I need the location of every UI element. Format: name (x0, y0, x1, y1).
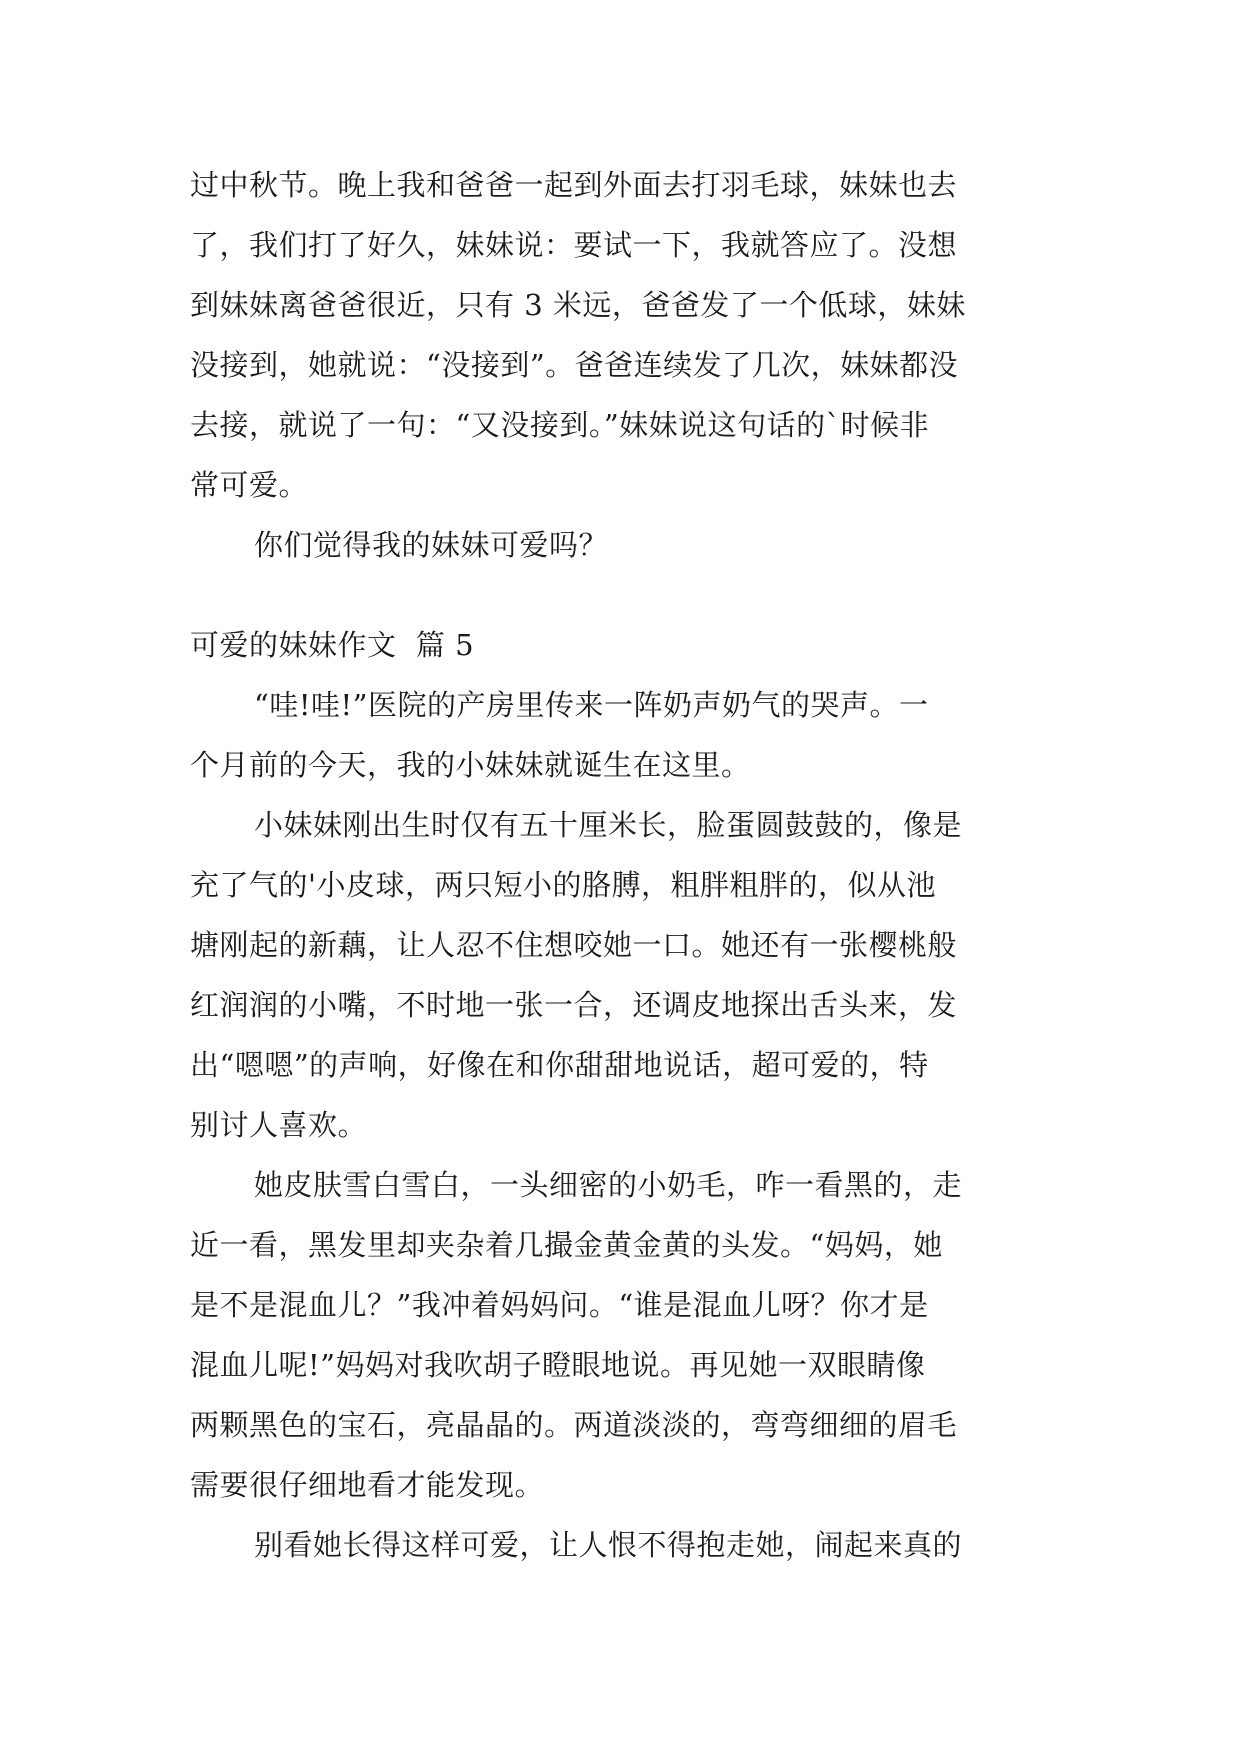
paragraph-closing (190, 515, 1060, 575)
text-line: 混血儿呢!”妈妈对我吹胡子瞪眼地说。再见她一双眼睛像 (190, 1348, 926, 1382)
section-title: 可爱的妹妹作文 篇 5 (190, 628, 475, 662)
text-line: “哇!哇!”医院的产房里传来一阵奶声奶气的哭声。一 (254, 688, 929, 722)
paragraph-prev (190, 155, 1060, 515)
text-line: 充了气的'小皮球，两只短小的胳膊，粗胖粗胖的，似从池 (190, 868, 936, 902)
paragraph-4 (190, 1515, 1060, 1575)
paragraph-3 (190, 1155, 1060, 1515)
text-line: 是不是混血儿？”我冲着妈妈问。“谁是混血儿呀？你才是 (190, 1288, 929, 1322)
text-line: 红润润的小嘴，不时地一张一合，还调皮地探出舌头来，发 (190, 988, 958, 1022)
text-line: 去接，就说了一句：“又没接到。”妹妹说这句话的`时候非 (190, 408, 930, 442)
text-line: 需要很仔细地看才能发现。 (190, 1468, 545, 1502)
paragraph-1 (190, 675, 1060, 795)
paragraph-2 (190, 795, 1060, 1155)
text-line: 到妹妹离爸爸很近，只有 3 米远，爸爸发了一个低球，妹妹 (190, 288, 966, 322)
text-line: 没接到，她就说：“没接到”。爸爸连续发了几次，妹妹都没 (190, 348, 959, 382)
text-line: 近一看，黑发里却夹杂着几撮金黄金黄的头发。“妈妈，她 (190, 1228, 943, 1262)
text-line: 两颗黑色的宝石，亮晶晶的。两道淡淡的，弯弯细细的眉毛 (190, 1408, 958, 1442)
text-line: 你们觉得我的妹妹可爱吗？ (254, 528, 609, 562)
text-line: 个月前的今天，我的小妹妹就诞生在这里。 (190, 748, 751, 782)
text-line: 她皮肤雪白雪白，一头细密的小奶毛，咋一看黑的，走 (254, 1168, 963, 1202)
text-line: 小妹妹刚出生时仅有五十厘米长，脸蛋圆鼓鼓的，像是 (254, 808, 963, 842)
text-line: 别看她长得这样可爱，让人恨不得抱走她，闹起来真的 (254, 1528, 963, 1562)
document-page (190, 155, 1060, 1575)
text-line: 出“嗯嗯”的声响，好像在和你甜甜地说话，超可爱的，特 (190, 1048, 929, 1082)
text-line: 过中秋节。晚上我和爸爸一起到外面去打羽毛球，妹妹也去 (190, 168, 958, 202)
text-line: 别讨人喜欢。 (190, 1108, 368, 1142)
text-line: 常可爱。 (190, 468, 309, 502)
text-line: 塘刚起的新藕，让人忍不住想咬她一口。她还有一张樱桃般 (190, 928, 958, 962)
text-line: 了，我们打了好久，妹妹说：要试一下，我就答应了。没想 (190, 228, 958, 262)
